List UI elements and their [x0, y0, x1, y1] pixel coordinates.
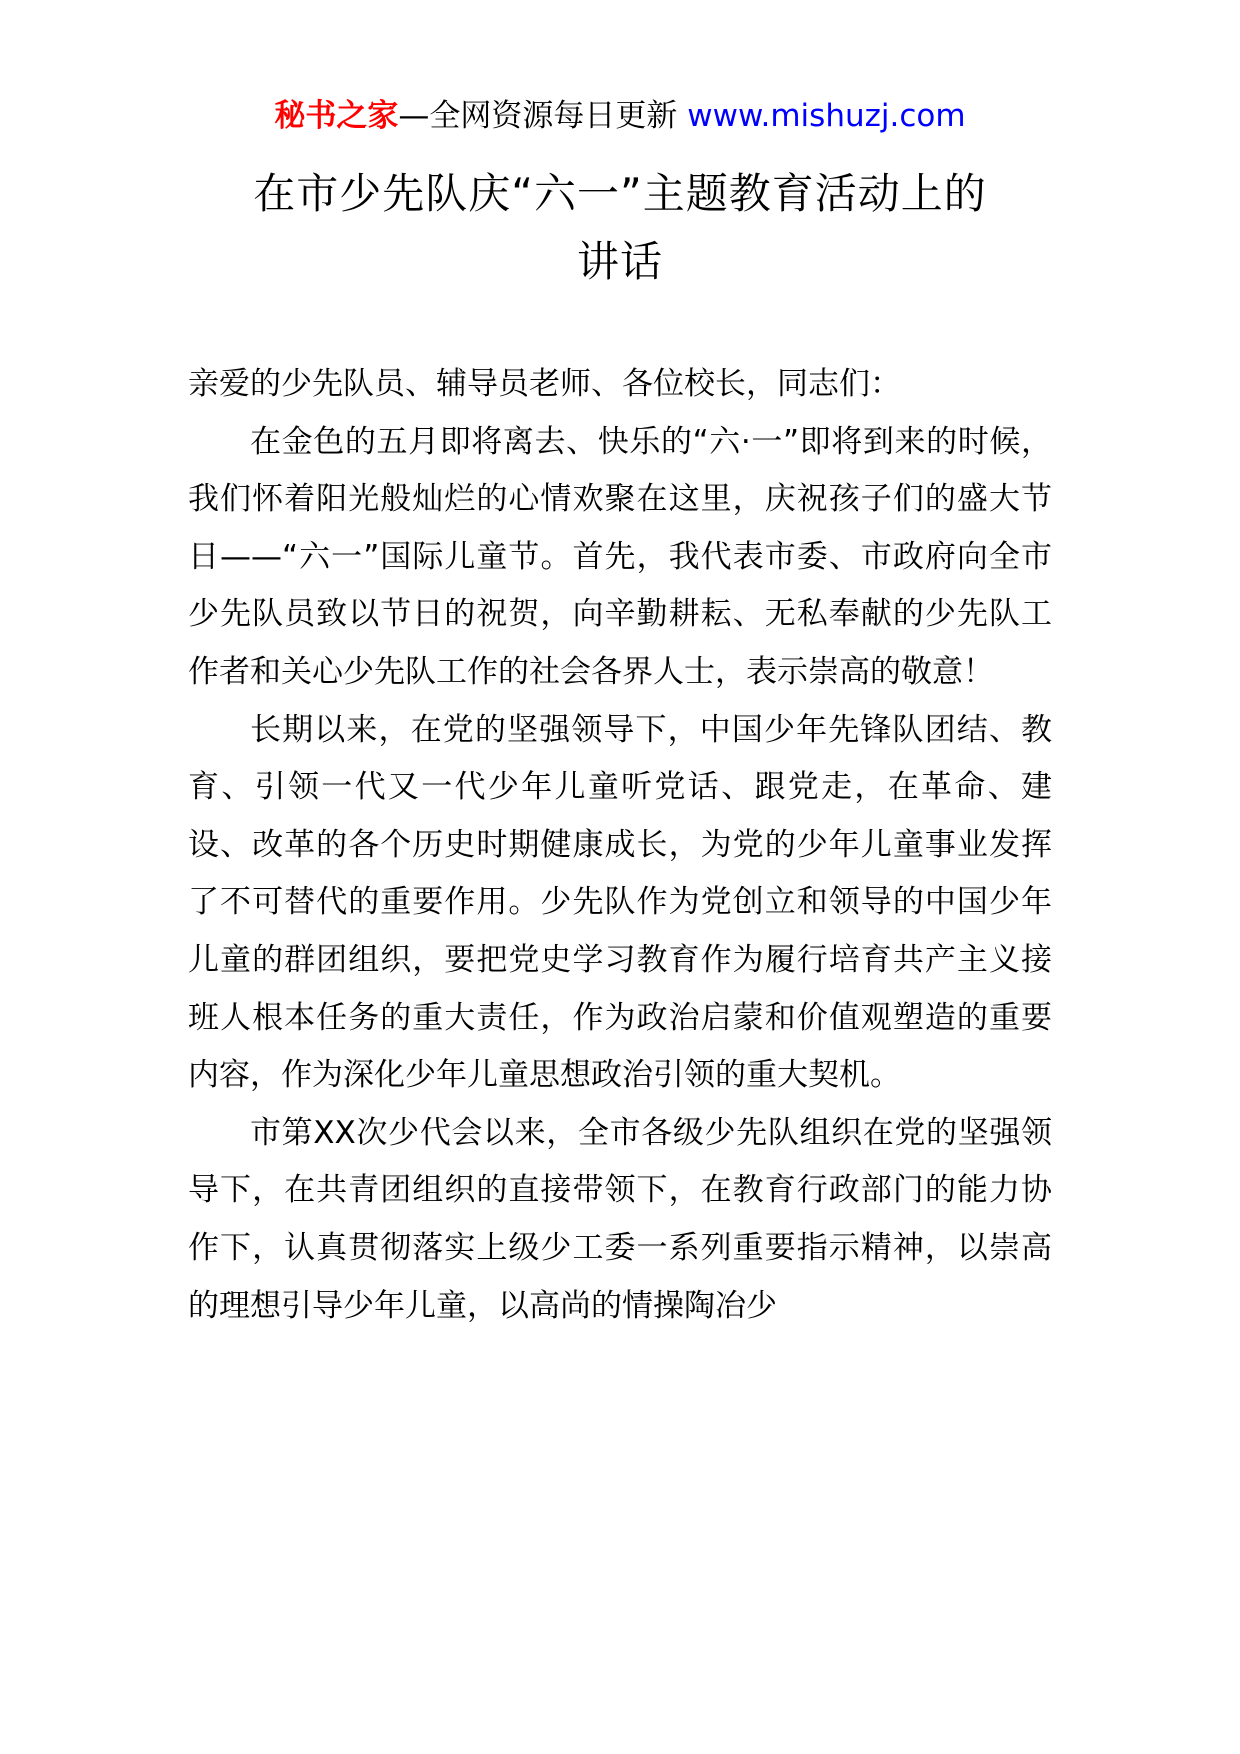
document-title: [0, 160, 1240, 296]
header-tagline: —全网资源每日更新: [398, 98, 678, 134]
site-header: [0, 96, 1240, 136]
site-url-link[interactable]: www.mishuzj.com: [687, 98, 966, 134]
paragraph-2: 长期以来，在党的坚强领导下，中国少年先锋队团结、教育、引领一代又一代少年儿童听党话、跟党走，在革命、建设、改革的各个历史时期健康成长，为党的少年儿童事业发挥了不可替代的重要作用。少先队作为党创立和领导的中国少年儿童的群团组织，要把党史学习教育作为履行培育共产主义接班人根本任务的重大责任，作为政治启蒙和价值观塑造的重要内容，作为深化少年儿童思想政治引领的重大契机。: [188, 711, 1052, 1094]
brand-name: 秘书之家: [274, 98, 399, 134]
document-body: [188, 356, 1052, 1335]
title-line-1: 在市少先队庆“六一”主题教育活动上的: [253, 169, 987, 218]
title-line-2: 讲话: [576, 237, 663, 286]
paragraph-1: 在金色的五月即将离去、快乐的“六·一”即将到来的时候，我们怀着阳光般灿烂的心情欢聚在这里，庆祝孩子们的盛大节日——“六一”国际儿童节。首先，我代表市委、市政府向全市少先队员致以节日的祝贺，向辛勤耕耘、无私奉献的少先队工作者和关心少先队工作的社会各界人士，表示崇高的敬意！: [188, 423, 1052, 690]
salutation: 亲爱的少先队员、辅导员老师、各位校长，同志们：: [188, 366, 901, 402]
paragraph-3: 市第XX次少代会以来，全市各级少先队组织在党的坚强领导下，在共青团组织的直接带领下，在教育行政部门的能力协作下，认真贯彻落实上级少工委一系列重要指示精神，以崇高的理想引导少年儿童，以高尚的情操陶冶少: [188, 1114, 1052, 1324]
